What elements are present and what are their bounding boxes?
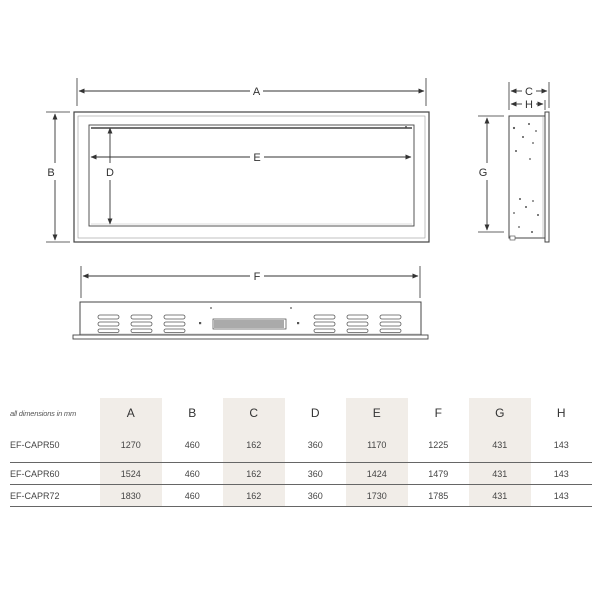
top-vents-left (98, 315, 185, 333)
table-cell: 1830 (100, 485, 162, 507)
dimension-b (46, 112, 70, 242)
column-header-b: B (188, 406, 197, 420)
table-cell: 360 (285, 485, 347, 507)
dimension-label-e: E (253, 152, 261, 164)
front-detail-dot (405, 126, 407, 128)
dimension-label-d: D (106, 167, 114, 179)
column-header-g: G (469, 398, 531, 428)
dimension-a (77, 78, 426, 106)
table-cell: 360 (285, 463, 347, 485)
table-cell: 143 (531, 485, 593, 507)
dimension-label-b: B (47, 167, 55, 179)
table-cell: 1524 (100, 463, 162, 485)
table-cell: 431 (469, 485, 531, 507)
top-vents-right (314, 315, 401, 333)
table-cell: 460 (162, 428, 224, 463)
model-name: EF-CAPR60 (10, 463, 100, 485)
dimension-label-c: C (525, 86, 533, 98)
table-row (10, 428, 592, 463)
top-center-grille (213, 319, 286, 329)
table-cell: 1170 (346, 428, 408, 463)
dimension-label-a: A (252, 86, 261, 98)
table-cell: 431 (469, 463, 531, 485)
table-cell: 1270 (100, 428, 162, 463)
column-header-c: C (223, 398, 285, 428)
table-cell: 1730 (346, 485, 408, 507)
side-view (509, 112, 549, 242)
column-header-h: H (556, 406, 566, 420)
table-cell: 460 (162, 463, 224, 485)
table-cell: 1225 (408, 428, 470, 463)
dimension-label-h: H (525, 99, 533, 111)
side-bottom-foot (510, 236, 515, 240)
top-view (73, 302, 428, 339)
dimension-label-f: F (253, 271, 261, 283)
dimensions-table (10, 398, 592, 507)
column-header-f: F (434, 406, 442, 420)
table-row (10, 485, 592, 507)
units-note: all dimensions in mm (10, 408, 77, 418)
table-cell: 1479 (408, 463, 470, 485)
top-front-flange (73, 335, 428, 339)
table-cell: 1424 (346, 463, 408, 485)
table-row (10, 463, 592, 485)
column-header-e: E (346, 398, 408, 428)
table-cell: 162 (223, 485, 285, 507)
table-cell: 162 (223, 463, 285, 485)
table-cell: 143 (531, 428, 593, 463)
side-front-flange (545, 112, 549, 242)
column-header-d: D (310, 406, 320, 420)
dimension-g (478, 116, 504, 232)
dimension-h (511, 99, 545, 111)
table-cell: 460 (162, 485, 224, 507)
model-name: EF-CAPR50 (10, 428, 100, 463)
table-cell: 143 (531, 463, 593, 485)
table-cell: 162 (223, 428, 285, 463)
model-name: EF-CAPR72 (10, 485, 100, 507)
table-header-row (10, 398, 592, 428)
front-view (74, 112, 429, 242)
table-cell: 431 (469, 428, 531, 463)
side-body (509, 116, 545, 238)
front-glass-opening (89, 125, 414, 226)
table-cell: 360 (285, 428, 347, 463)
table-cell: 1785 (408, 485, 470, 507)
dimension-f (81, 266, 420, 298)
column-header-a: A (100, 398, 162, 428)
dimension-label-g: G (478, 167, 488, 179)
